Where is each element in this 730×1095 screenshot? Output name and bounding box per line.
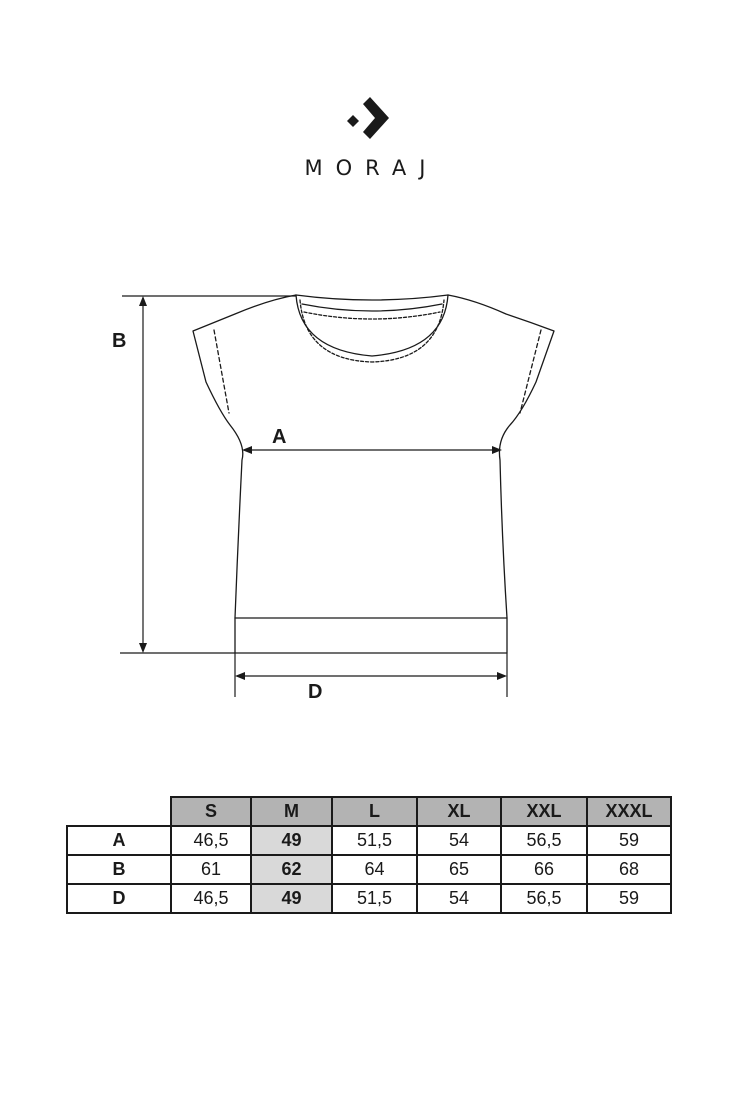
label-d: D [308,681,323,703]
label-b: B [112,330,127,352]
hem-band [235,618,507,653]
table-cell: 66 [501,855,587,884]
table-cell: 54 [417,826,501,855]
table-cell: 59 [587,884,671,913]
table-cell: 68 [587,855,671,884]
table-cell: 49 [251,826,332,855]
tshirt-outline [193,295,554,618]
table-cell: 49 [251,884,332,913]
dimension-d [235,653,507,697]
neckline [296,295,448,356]
table-cell: 56,5 [501,826,587,855]
table-cell: 46,5 [171,884,251,913]
size-header: L [332,797,417,826]
label-a: A [272,426,287,448]
size-chart-table [66,796,672,914]
size-header: M [251,797,332,826]
table-cell: 65 [417,855,501,884]
table-cell: 56,5 [501,884,587,913]
table-cell: 51,5 [332,884,417,913]
row-label: A [67,826,171,855]
table-cell: 59 [587,826,671,855]
table-row [67,855,671,884]
table-row [67,884,671,913]
size-header: XL [417,797,501,826]
table-cell: 61 [171,855,251,884]
size-header: S [171,797,251,826]
table-cell: 62 [251,855,332,884]
table-cell: 46,5 [171,826,251,855]
table-cell: 64 [332,855,417,884]
table-cell: 54 [417,884,501,913]
table-corner [67,797,171,826]
table-row [67,826,671,855]
table-cell: 51,5 [332,826,417,855]
row-label: B [67,855,171,884]
size-header: XXL [501,797,587,826]
size-header-row [67,797,671,826]
dimension-b [120,296,296,653]
row-label: D [67,884,171,913]
size-header: XXXL [587,797,671,826]
brand-name: MORAJ [304,156,439,180]
